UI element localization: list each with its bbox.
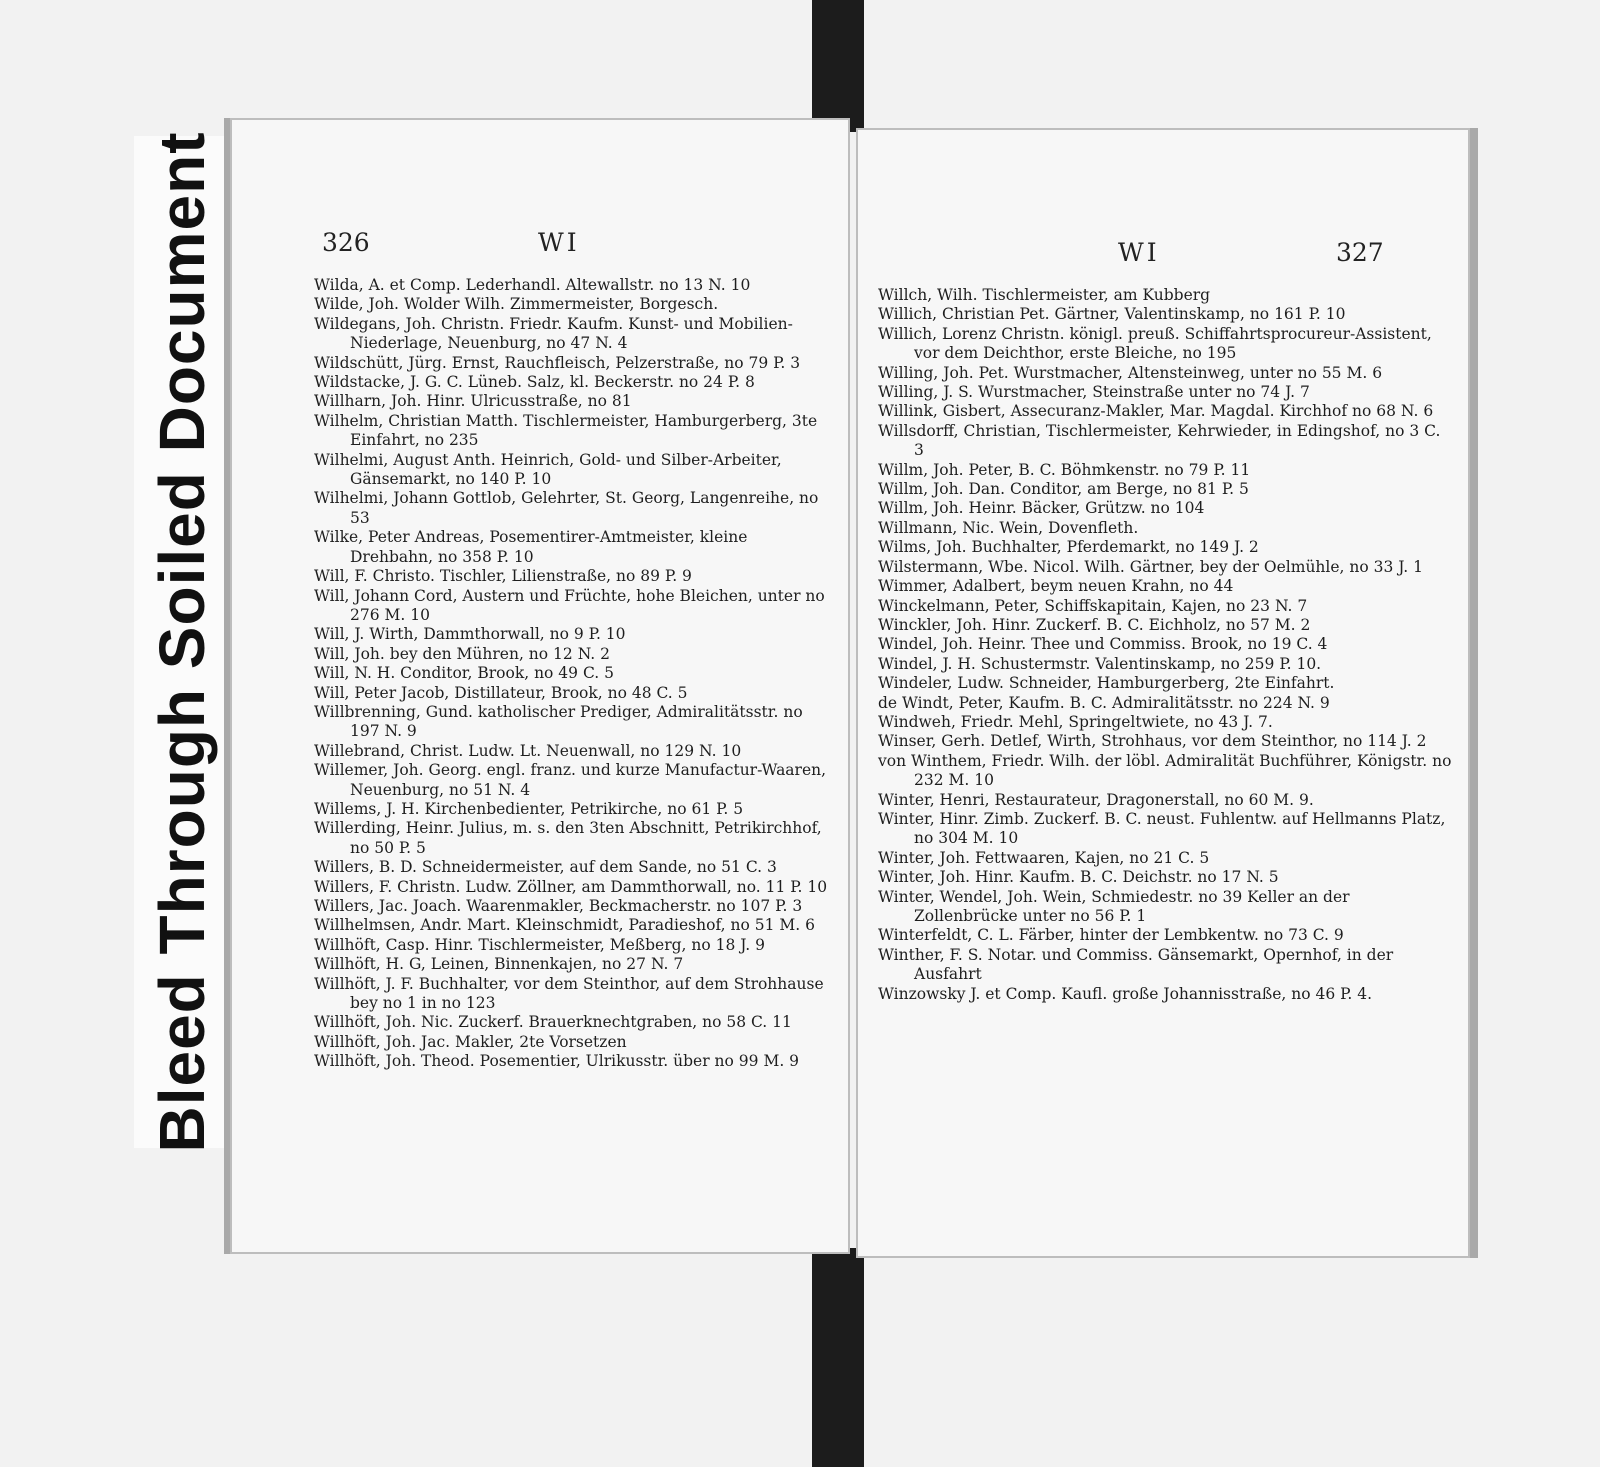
directory-entry: Willch, Wilh. Tischlermeister, am Kubberg — [878, 286, 1211, 304]
right-page-running-head: WI — [1118, 238, 1160, 267]
directory-entry: Willmann, Nic. Wein, Dovenfleth. — [878, 518, 1139, 537]
right-entry-list — [878, 286, 1453, 1004]
directory-entry: Willsdorff, Christian, Tischlermeister, Kehrwieder, in Edingshof, no 3 C. 3 — [878, 421, 1441, 460]
directory-entry: Wilke, Peter Andreas, Posementirer-Amtmeister, kleine Drehbahn, no 358 P. 10 — [314, 528, 748, 566]
directory-entry: Willich, Lorenz Christn. königl. preuß. Schiffahrtsprocureur-Assistent, vor dem Deichthor, erste Bleiche, no 195 — [878, 324, 1432, 363]
directory-entry: Wimmer, Adalbert, beym neuen Krahn, no 44 — [878, 577, 1234, 596]
directory-entry: Willebrand, Christ. Ludw. Lt. Neuenwall, no 129 N. 10 — [314, 741, 742, 760]
binding-strip-top — [812, 0, 864, 132]
directory-entry: Wilstermann, Wbe. Nicol. Wilh. Gärtner, bey der Oelmühle, no 33 J. 1 — [878, 557, 1424, 576]
directory-entry: Windel, Joh. Heinr. Thee und Commiss. Brook, no 19 C. 4 — [878, 635, 1328, 654]
directory-entry: Windeler, Ludw. Schneider, Hamburgerberg, 2te Einfahrt. — [878, 674, 1335, 693]
directory-entry: Willharn, Joh. Hinr. Ulricusstraße, no 81 — [314, 392, 632, 411]
directory-entry: Winther, F. S. Notar. und Commiss. Gänsemarkt, Opernhof, in der Ausfahrt — [878, 945, 1394, 984]
directory-entry: Wilhelmi, August Anth. Heinrich, Gold- und Silber-Arbeiter, Gänsemarkt, no 140 P. 10 — [314, 450, 782, 489]
directory-entry: Willers, F. Christn. Ludw. Zöllner, am Dammthorwall, no. 11 P. 10 — [314, 877, 828, 896]
side-label-text: Bleed Through Soiled Document — [146, 131, 218, 1153]
directory-entry: Willhöft, Joh. Theod. Posementier, Ulrikusstr. über no 99 M. 9 — [314, 1052, 800, 1071]
left-entry-list — [314, 276, 834, 1072]
directory-entry: Willhöft, Joh. Jac. Makler, 2te Vorsetzen — [314, 1032, 627, 1051]
directory-entry: Willerding, Heinr. Julius, m. s. den 3ten Abschnitt, Petrikirchhof, no 50 P. 5 — [314, 819, 822, 857]
directory-entry: Winter, Joh. Hinr. Kaufm. B. C. Deichstr. no 17 N. 5 — [878, 868, 1279, 887]
directory-entry: Willing, J. S. Wurstmacher, Steinstraße unter no 74 J. 7 — [878, 383, 1310, 402]
side-label-tag — [134, 131, 230, 1153]
directory-entry: Winterfeldt, C. L. Färber, hinter der Lembkentw. no 73 C. 9 — [878, 926, 1344, 945]
directory-entry: Winter, Henri, Restaurateur, Dragonerstall, no 60 M. 9. — [878, 790, 1314, 809]
directory-entry: Willhöft, J. F. Buchhalter, vor dem Steinthor, auf dem Strohhause bey no 1 in no 123 — [314, 974, 824, 1013]
directory-entry: Willink, Gisbert, Assecuranz-Makler, Mar. Magdal. Kirchhof no 68 N. 6 — [878, 402, 1434, 421]
directory-entry: Winser, Gerh. Detlef, Wirth, Strohhaus, vor dem Steinthor, no 114 J. 2 — [878, 732, 1427, 751]
directory-entry: Will, F. Christo. Tischler, Lilienstraße, no 89 P. 9 — [314, 567, 692, 586]
directory-entry: Willbrenning, Gund. katholischer Prediger, Admiralitätsstr. no 197 N. 9 — [314, 702, 803, 741]
directory-entry: Willm, Joh. Peter, B. C. Böhmkenstr. no 79 P. 11 — [878, 460, 1251, 479]
right-page-number: 327 — [1336, 238, 1384, 267]
directory-entry: Winter, Hinr. Zimb. Zuckerf. B. C. neust. Fuhlentw. auf Hellmanns Platz, no 304 M. 10 — [878, 809, 1446, 848]
directory-entry: Willm, Joh. Heinr. Bäcker, Grützw. no 104 — [878, 499, 1205, 518]
directory-entry: Winter, Wendel, Joh. Wein, Schmiedestr. no 39 Keller an der Zollenbrücke unter no 56 P. 1 — [878, 887, 1350, 925]
directory-entry: Willers, B. D. Schneidermeister, auf dem Sande, no 51 C. 3 — [314, 858, 777, 877]
right-page-header — [856, 238, 1470, 274]
directory-entry: Wilhelm, Christian Matth. Tischlermeister, Hamburgerberg, 3te Einfahrt, no 235 — [314, 411, 818, 450]
directory-entry: von Winthem, Friedr. Wilh. der löbl. Admiralität Buchführer, Königstr. no 232 M. 10 — [878, 751, 1452, 790]
directory-entry: Willing, Joh. Pet. Wurstmacher, Altensteinweg, unter no 55 M. 6 — [878, 363, 1383, 382]
directory-entry: Will, J. Wirth, Dammthorwall, no 9 P. 10 — [314, 625, 626, 644]
directory-entry: Willems, J. H. Kirchenbedienter, Petrikirche, no 61 P. 5 — [314, 799, 744, 818]
left-page-header — [230, 228, 850, 264]
directory-entry: Windweh, Friedr. Mehl, Springeltwiete, no 43 J. 7. — [878, 712, 1273, 731]
directory-entry: Winckelmann, Peter, Schiffskapitain, Kajen, no 23 N. 7 — [878, 596, 1308, 615]
directory-entry: de Windt, Peter, Kaufm. B. C. Admiralitätsstr. no 224 N. 9 — [878, 693, 1330, 712]
directory-entry: Wildschütt, Jürg. Ernst, Rauchfleisch, Pelzerstraße, no 79 P. 3 — [314, 353, 801, 372]
binding-strip-bottom — [812, 1248, 864, 1467]
directory-entry: Willhöft, Joh. Nic. Zuckerf. Brauerknechtgraben, no 58 C. 11 — [314, 1013, 792, 1032]
directory-entry: Willers, Jac. Joach. Waarenmakler, Beckmacherstr. no 107 P. 3 — [314, 897, 803, 915]
directory-entry: Will, Johann Cord, Austern und Früchte, hohe Bleichen, unter no 276 M. 10 — [314, 586, 825, 624]
directory-entry: Winter, Joh. Fettwaaren, Kajen, no 21 C. 5 — [878, 848, 1210, 867]
directory-entry: Willm, Joh. Dan. Conditor, am Berge, no 81 P. 5 — [878, 480, 1249, 499]
directory-entry: Wilms, Joh. Buchhalter, Pferdemarkt, no 149 J. 2 — [878, 538, 1259, 557]
left-page-running-head: WI — [538, 228, 580, 257]
directory-entry: Willhelmsen, Andr. Mart. Kleinschmidt, Paradieshof, no 51 M. 6 — [314, 916, 815, 935]
left-page-number: 326 — [322, 228, 370, 257]
directory-entry: Wilhelmi, Johann Gottlob, Gelehrter, St. Georg, Langenreihe, no 53 — [314, 489, 819, 527]
directory-entry: Willhöft, H. G, Leinen, Binnenkajen, no 27 N. 7 — [314, 955, 684, 974]
directory-entry: Winzowsky J. et Comp. Kaufl. große Johannisstraße, no 46 P. 4. — [878, 984, 1373, 1003]
directory-entry: Wilde, Joh. Wolder Wilh. Zimmermeister, Borgesch. — [314, 295, 719, 314]
directory-entry: Will, Joh. bey den Mühren, no 12 N. 2 — [314, 644, 610, 663]
left-page — [224, 118, 850, 1254]
directory-entry: Willich, Christian Pet. Gärtner, Valentinskamp, no 161 P. 10 — [878, 305, 1346, 324]
directory-entry: Will, Peter Jacob, Distillateur, Brook, no 48 C. 5 — [314, 683, 688, 702]
directory-entry: Windel, J. H. Schustermstr. Valentinskamp, no 259 P. 10. — [878, 654, 1322, 673]
directory-entry: Winckler, Joh. Hinr. Zuckerf. B. C. Eichholz, no 57 M. 2 — [878, 615, 1311, 634]
directory-entry: Will, N. H. Conditor, Brook, no 49 C. 5 — [314, 664, 614, 683]
directory-entry: Wildstacke, J. G. C. Lüneb. Salz, kl. Beckerstr. no 24 P. 8 — [314, 373, 755, 392]
directory-entry: Willemer, Joh. Georg. engl. franz. und kurze Manufactur-Waaren, Neuenburg, no 51 N. 4 — [314, 761, 827, 799]
directory-entry: Willhöft, Casp. Hinr. Tischlermeister, Meßberg, no 18 J. 9 — [314, 935, 766, 954]
right-page — [856, 128, 1478, 1258]
directory-entry: Wildegans, Joh. Christn. Friedr. Kaufm. Kunst- und Mobilien-Niederlage, Neuenburg, no 47 N. 4 — [314, 314, 793, 353]
directory-entry: Wilda, A. et Comp. Lederhandl. Altewallstr. no 13 N. 10 — [314, 276, 751, 294]
